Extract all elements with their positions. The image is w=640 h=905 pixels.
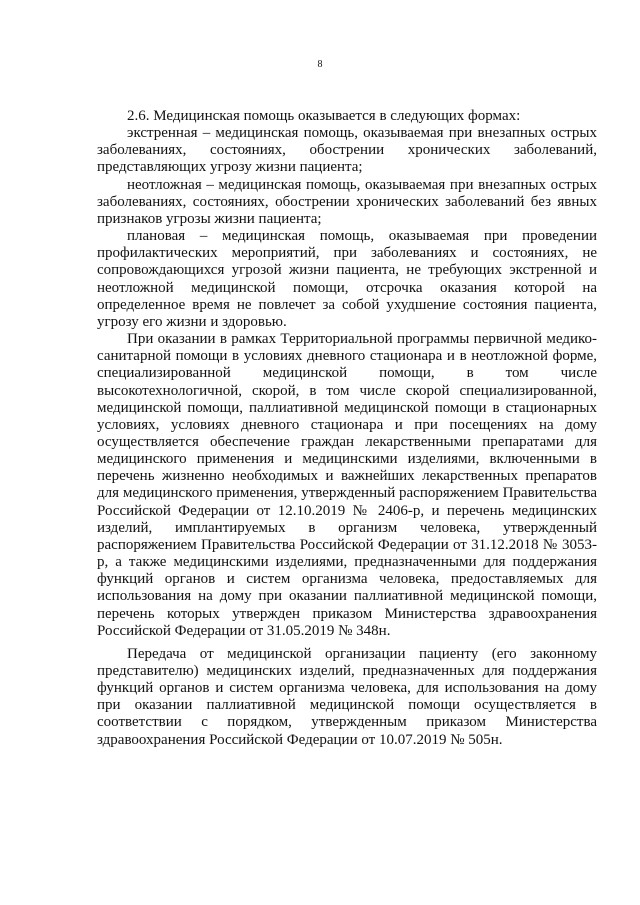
paragraph-device-transfer: Передача от медицинской организации пациенту (его законному представителю) медицинских изделий, предназначенных для поддержания функций органов и систем организма человека, для использования на дому при оказании паллиативной медицинской помощи осуществляется в соответствии с порядком, утвержденным приказом Министерства здравоохранения Российской Федерации от 10.07.2019 № 505н. (97, 645, 597, 748)
paragraph-emergency-form: экстренная – медицинская помощь, оказываемая при внезапных острых заболеваниях, состояниях, обострении хронических заболеваний, представляющих угрозу жизни пациента; (97, 125, 597, 176)
paragraph-planned-form: плановая – медицинская помощь, оказываемая при проведении профилактических мероприятий, при заболеваниях и состояниях, не сопровождающихся угрозой жизни пациента, не требующих экстренной и неотложной медицинской помощи, отсрочка оказания которой на определенное время не повлечет за собой ухудшение состояния пациента, угрозу его жизни и здоровью. (97, 228, 597, 330)
paragraph-forms-intro: 2.6. Медицинская помощь оказывается в следующих формах: (127, 108, 521, 124)
page-number: 8 (317, 59, 323, 70)
document-body (97, 108, 597, 749)
paragraph-drug-provision: При оказании в рамках Территориальной программы первичной медико-санитарной помощи в условиях дневного стационара и в неотложной форме, специализированной медицинской помощи, в том числе высокотехнологичной, скорой, в том числе скорой специализированной, медицинской помощи, паллиативной медицинской помощи в стационарных условиях, условиях дневного стационара и при посещениях на дому осуществляется обеспечение граждан лекарственными препаратами для медицинского применения и медицинскими изделиями, включенными в перечень жизненно необходимых и важнейших лекарственных препаратов для медицинского применения, утвержденный распоряжением Правительства Российской Федерации от 12.10.2019 № 2406-р, и перечень медицинских изделий, имплантируемых в организм человека, утвержденный распоряжением Правительства Российской Федерации от 31.12.2018 № 3053-р, а также медицинскими изделиями, предназначенными для поддержания функций органов и систем организма человека, предоставляемых для использования на дому при оказании паллиативной медицинской помощи, перечень которых утвержден приказом Министерства здравоохранения Российской Федерации от 31.05.2019 № 348н. (97, 331, 597, 639)
paragraph-urgent-form: неотложная – медицинская помощь, оказываемая при внезапных острых заболеваниях, состояниях, обострении хронических заболеваний без явных признаков угрозы жизни пациента; (97, 176, 597, 227)
